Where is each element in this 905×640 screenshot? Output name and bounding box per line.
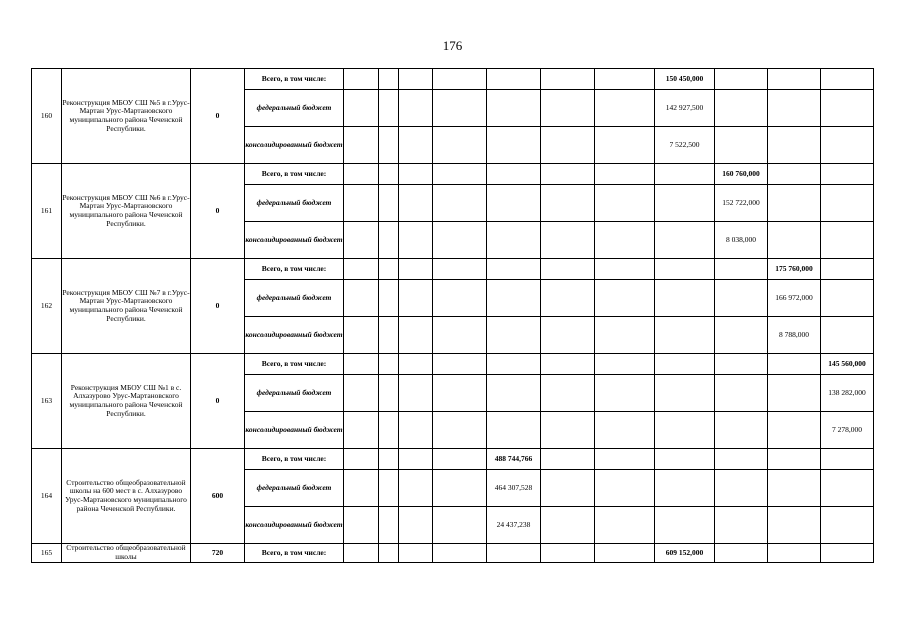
federal-amount-cell (541, 90, 595, 127)
federal-label: федеральный бюджет (245, 280, 344, 317)
total-amount-cell (595, 164, 655, 185)
consolidated-amount-cell (541, 222, 595, 259)
federal-amount-cell (344, 375, 379, 412)
federal-amount-cell (379, 375, 399, 412)
federal-amount-cell (344, 470, 379, 507)
consolidated-amount-cell (344, 507, 379, 544)
capacity-value: 720 (191, 544, 245, 563)
capacity-value: 0 (191, 69, 245, 164)
consolidated-amount-cell (379, 507, 399, 544)
consolidated-amount-cell (595, 222, 655, 259)
total-amount-cell (715, 354, 768, 375)
total-amount-cell (433, 164, 487, 185)
federal-amount-cell (821, 90, 874, 127)
total-amount-cell (344, 69, 379, 90)
total-amount-cell (344, 354, 379, 375)
federal-amount-cell (595, 470, 655, 507)
total-amount-cell (595, 69, 655, 90)
total-amount-cell (595, 449, 655, 470)
total-amount-cell: 145 560,000 (821, 354, 874, 375)
consolidated-amount-cell (433, 507, 487, 544)
total-amount-cell (433, 69, 487, 90)
consolidated-amount-cell (715, 507, 768, 544)
table-row (32, 69, 874, 90)
consolidated-amount-cell (487, 222, 541, 259)
federal-amount-cell (344, 185, 379, 222)
total-amount-cell (541, 544, 595, 563)
consolidated-label: консолидированный бюджет (245, 127, 344, 164)
total-amount-cell (379, 164, 399, 185)
consolidated-amount-cell (344, 317, 379, 354)
federal-amount-cell (379, 470, 399, 507)
object-name: Реконструкция МБОУ СШ №5 в г.Урус-Мартан Урус-Мартановского муниципального района Чеченской Республики. (62, 69, 191, 164)
total-amount-cell (768, 164, 821, 185)
total-amount-cell: 609 152,000 (655, 544, 715, 563)
total-amount-cell (821, 449, 874, 470)
consolidated-amount-cell (821, 507, 874, 544)
consolidated-amount-cell: 8 038,000 (715, 222, 768, 259)
total-amount-cell (715, 259, 768, 280)
federal-amount-cell (541, 185, 595, 222)
consolidated-amount-cell (595, 127, 655, 164)
federal-amount-cell (715, 90, 768, 127)
total-amount-cell (433, 259, 487, 280)
total-amount-cell (487, 164, 541, 185)
total-amount-cell (768, 354, 821, 375)
object-name: Реконструкция МБОУ СШ №7 в г.Урус-Мартан Урус-Мартановского муниципального района Чеченской Республики. (62, 259, 191, 354)
total-amount-cell (655, 259, 715, 280)
object-name: Реконструкция МБОУ СШ №6 в г.Урус-Мартан Урус-Мартановского муниципального района Чеченской Республики. (62, 164, 191, 259)
consolidated-label: консолидированный бюджет (245, 507, 344, 544)
federal-amount-cell (344, 280, 379, 317)
total-amount-cell (379, 354, 399, 375)
federal-amount-cell (433, 280, 487, 317)
total-amount-cell (379, 544, 399, 563)
object-name: Реконструкция МБОУ СШ №1 в с. Алхазурово Урус-Мартановского муниципального района Чеченской Республики. (62, 354, 191, 449)
consolidated-amount-cell (344, 127, 379, 164)
federal-amount-cell (715, 280, 768, 317)
row-number: 164 (32, 449, 62, 544)
federal-amount-cell (433, 185, 487, 222)
consolidated-amount-cell (379, 222, 399, 259)
consolidated-amount-cell (487, 127, 541, 164)
total-amount-cell (655, 354, 715, 375)
total-amount-cell (379, 449, 399, 470)
total-amount-cell (541, 69, 595, 90)
total-amount-cell (487, 354, 541, 375)
federal-amount-cell (595, 375, 655, 412)
total-amount-cell (821, 69, 874, 90)
consolidated-amount-cell (399, 412, 433, 449)
total-label: Всего, в том числе: (245, 354, 344, 375)
consolidated-amount-cell (541, 412, 595, 449)
consolidated-amount-cell (433, 222, 487, 259)
federal-amount-cell: 142 927,500 (655, 90, 715, 127)
total-amount-cell (344, 544, 379, 563)
budget-table (31, 68, 874, 563)
federal-amount-cell (379, 185, 399, 222)
total-amount-cell (433, 354, 487, 375)
consolidated-amount-cell: 7 278,000 (821, 412, 874, 449)
consolidated-amount-cell (655, 507, 715, 544)
federal-amount-cell (821, 280, 874, 317)
federal-amount-cell (541, 280, 595, 317)
total-amount-cell (595, 544, 655, 563)
consolidated-amount-cell (487, 317, 541, 354)
consolidated-label: консолидированный бюджет (245, 412, 344, 449)
consolidated-amount-cell (541, 317, 595, 354)
federal-amount-cell (399, 185, 433, 222)
federal-label: федеральный бюджет (245, 470, 344, 507)
federal-amount-cell (399, 375, 433, 412)
federal-amount-cell (655, 280, 715, 317)
federal-amount-cell (433, 470, 487, 507)
table-row (32, 354, 874, 375)
federal-amount-cell (821, 470, 874, 507)
table-row (32, 259, 874, 280)
table-body (32, 69, 874, 563)
total-amount-cell (768, 449, 821, 470)
total-amount-cell: 150 450,000 (655, 69, 715, 90)
table-row (32, 544, 874, 563)
consolidated-amount-cell (541, 127, 595, 164)
total-label: Всего, в том числе: (245, 544, 344, 563)
total-amount-cell (433, 449, 487, 470)
consolidated-amount-cell: 7 522,500 (655, 127, 715, 164)
total-amount-cell (541, 354, 595, 375)
total-amount-cell (487, 544, 541, 563)
consolidated-amount-cell (715, 412, 768, 449)
federal-amount-cell (487, 280, 541, 317)
table-row (32, 449, 874, 470)
consolidated-amount-cell (595, 317, 655, 354)
federal-amount-cell (768, 185, 821, 222)
total-amount-cell (715, 69, 768, 90)
total-amount-cell (399, 69, 433, 90)
total-amount-cell (595, 354, 655, 375)
consolidated-amount-cell: 24 437,238 (487, 507, 541, 544)
total-amount-cell (715, 544, 768, 563)
consolidated-amount-cell (433, 317, 487, 354)
federal-amount-cell (379, 280, 399, 317)
federal-amount-cell: 138 282,000 (821, 375, 874, 412)
capacity-value: 0 (191, 259, 245, 354)
consolidated-amount-cell (595, 412, 655, 449)
consolidated-amount-cell (768, 222, 821, 259)
consolidated-amount-cell (768, 127, 821, 164)
row-number: 163 (32, 354, 62, 449)
consolidated-amount-cell (433, 412, 487, 449)
consolidated-amount-cell (655, 317, 715, 354)
row-number: 162 (32, 259, 62, 354)
total-amount-cell (821, 259, 874, 280)
federal-amount-cell (715, 470, 768, 507)
capacity-value: 600 (191, 449, 245, 544)
object-name: Строительство общеобразовательной школы (62, 544, 191, 563)
total-label: Всего, в том числе: (245, 259, 344, 280)
consolidated-amount-cell (821, 222, 874, 259)
consolidated-amount-cell (541, 507, 595, 544)
total-label: Всего, в том числе: (245, 449, 344, 470)
consolidated-amount-cell (344, 222, 379, 259)
consolidated-amount-cell (821, 127, 874, 164)
total-amount-cell (541, 164, 595, 185)
total-amount-cell (344, 259, 379, 280)
federal-amount-cell (433, 90, 487, 127)
total-label: Всего, в том числе: (245, 164, 344, 185)
federal-amount-cell (399, 280, 433, 317)
federal-amount-cell (655, 470, 715, 507)
total-amount-cell (399, 354, 433, 375)
object-name: Строительство общеобразовательной школы на 600 мест в с. Алхазурово Урус-Мартановского муниципального района Чеченской Республики. (62, 449, 191, 544)
capacity-value: 0 (191, 354, 245, 449)
federal-amount-cell: 152 722,000 (715, 185, 768, 222)
total-amount-cell (379, 69, 399, 90)
federal-amount-cell (541, 375, 595, 412)
total-label: Всего, в том числе: (245, 69, 344, 90)
federal-amount-cell (768, 375, 821, 412)
total-amount-cell (487, 69, 541, 90)
total-amount-cell (768, 69, 821, 90)
row-number: 160 (32, 69, 62, 164)
total-amount-cell (541, 259, 595, 280)
federal-amount-cell (655, 375, 715, 412)
federal-amount-cell: 464 307,528 (487, 470, 541, 507)
consolidated-amount-cell (821, 317, 874, 354)
consolidated-amount-cell (399, 222, 433, 259)
total-amount-cell (344, 164, 379, 185)
table-row (32, 164, 874, 185)
consolidated-amount-cell (433, 127, 487, 164)
total-amount-cell: 488 744,766 (487, 449, 541, 470)
federal-amount-cell (487, 185, 541, 222)
consolidated-label: консолидированный бюджет (245, 317, 344, 354)
total-amount-cell: 160 760,000 (715, 164, 768, 185)
row-number: 165 (32, 544, 62, 563)
federal-amount-cell (399, 90, 433, 127)
consolidated-amount-cell (379, 127, 399, 164)
total-amount-cell (344, 449, 379, 470)
federal-amount-cell (821, 185, 874, 222)
total-amount-cell (399, 449, 433, 470)
total-amount-cell (655, 164, 715, 185)
federal-amount-cell (595, 90, 655, 127)
federal-amount-cell: 166 972,000 (768, 280, 821, 317)
total-amount-cell (399, 259, 433, 280)
total-amount-cell (821, 164, 874, 185)
federal-amount-cell (541, 470, 595, 507)
capacity-value: 0 (191, 164, 245, 259)
total-amount-cell (715, 449, 768, 470)
consolidated-amount-cell (768, 412, 821, 449)
consolidated-amount-cell (655, 222, 715, 259)
federal-amount-cell (399, 470, 433, 507)
consolidated-amount-cell (379, 412, 399, 449)
federal-amount-cell (768, 90, 821, 127)
total-amount-cell: 175 760,000 (768, 259, 821, 280)
total-amount-cell (433, 544, 487, 563)
consolidated-amount-cell (399, 317, 433, 354)
total-amount-cell (768, 544, 821, 563)
consolidated-amount-cell (715, 127, 768, 164)
consolidated-amount-cell (399, 127, 433, 164)
consolidated-amount-cell (344, 412, 379, 449)
federal-amount-cell (768, 470, 821, 507)
total-amount-cell (399, 544, 433, 563)
total-amount-cell (655, 449, 715, 470)
consolidated-amount-cell (595, 507, 655, 544)
federal-label: федеральный бюджет (245, 375, 344, 412)
federal-amount-cell (487, 375, 541, 412)
total-amount-cell (821, 544, 874, 563)
consolidated-amount-cell (399, 507, 433, 544)
federal-label: федеральный бюджет (245, 185, 344, 222)
federal-amount-cell (379, 90, 399, 127)
federal-label: федеральный бюджет (245, 90, 344, 127)
federal-amount-cell (655, 185, 715, 222)
consolidated-amount-cell (487, 412, 541, 449)
total-amount-cell (595, 259, 655, 280)
row-number: 161 (32, 164, 62, 259)
federal-amount-cell (487, 90, 541, 127)
consolidated-amount-cell (379, 317, 399, 354)
consolidated-amount-cell (655, 412, 715, 449)
federal-amount-cell (595, 280, 655, 317)
page-number: 176 (442, 38, 463, 53)
consolidated-amount-cell (715, 317, 768, 354)
consolidated-amount-cell (768, 507, 821, 544)
consolidated-label: консолидированный бюджет (245, 222, 344, 259)
total-amount-cell (487, 259, 541, 280)
federal-amount-cell (715, 375, 768, 412)
total-amount-cell (541, 449, 595, 470)
total-amount-cell (379, 259, 399, 280)
consolidated-amount-cell: 8 788,000 (768, 317, 821, 354)
total-amount-cell (399, 164, 433, 185)
federal-amount-cell (433, 375, 487, 412)
federal-amount-cell (344, 90, 379, 127)
federal-amount-cell (595, 185, 655, 222)
